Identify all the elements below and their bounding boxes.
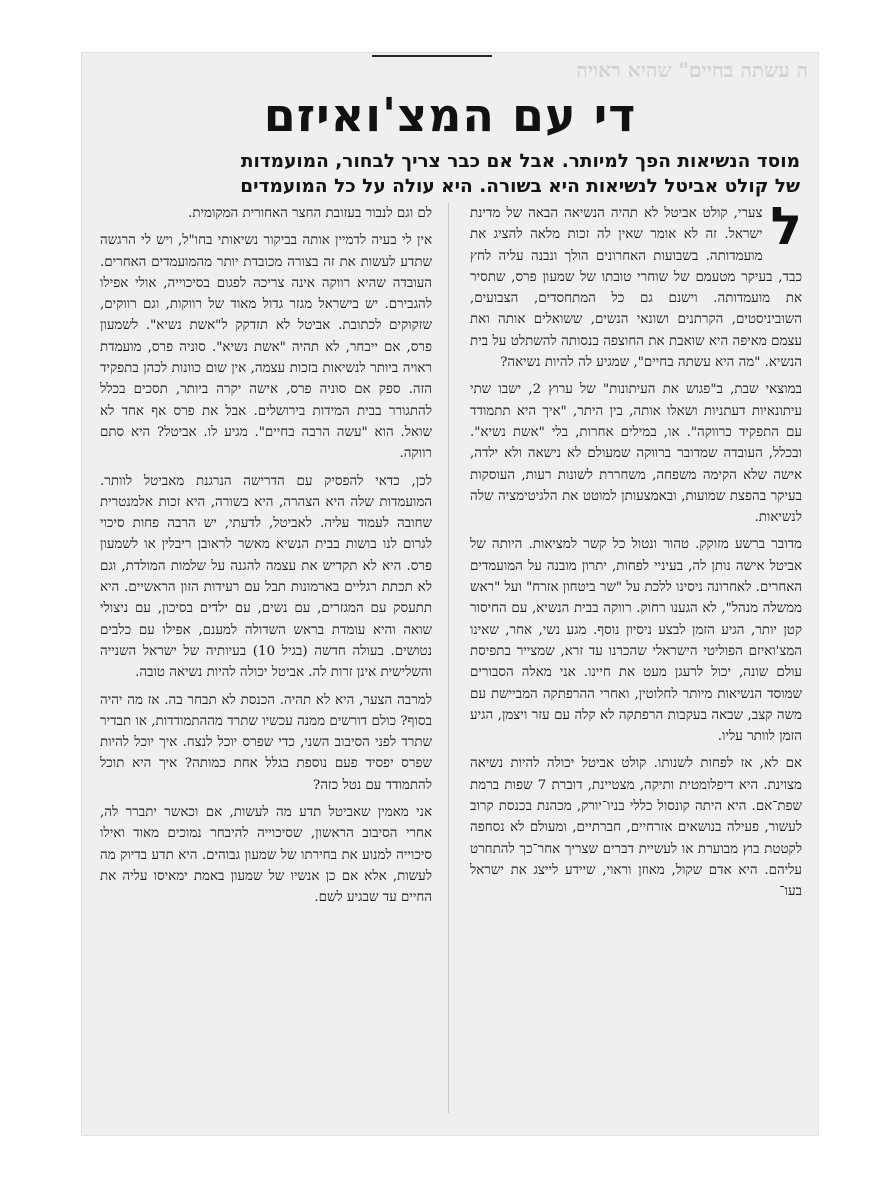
newspaper-clipping [82, 53, 818, 1135]
headline: די עם המצ'ואיזם [263, 88, 637, 142]
subheadline [96, 149, 800, 199]
article-paragraph: במוצאי שבת, ב"פגוש את העיתונות" של ערוץ 2, ישבו שתי עיתונאיות דעתניות ושאלו אותה, בין היתר, "איך היא תתמודד עם התפקיד כרווקה". או, במילים אחרות, בלי "אשת נשיא". ובכלל, העובדה שמדובר ברווקה שמעולם לא נישאה ולא ילדה, אישה שלא הקימה משפחה, משחררת לשונות רעות, העוסקות בעיקר בהפצת שמועות, ובאמצעותן למוטט את הלגיטימציה שלה לנשיאות. [470, 382, 802, 526]
column-divider [448, 203, 449, 1113]
article-paragraph: לם וגם לנבור בעזובת החצר האחורית המקומית. [188, 206, 432, 221]
article-column-left [100, 203, 432, 1123]
article-column-right [470, 203, 802, 1123]
subhead-line-1: מוסד הנשיאות הפך למיותר. אבל אם כבר צריך לבחור, המועמדות [240, 151, 800, 172]
bleed-through-text: ה עשתה בחיים" שהיא ראויה [576, 58, 808, 82]
article-paragraph: מדובר ברשע מזוקק. טהור ונטול כל קשר למציאות. היותה של אביטל אישה נותן לה, בעיניי לפחות, יתרון מובנה על המועמדים האחרים. לאחרונה ניסינו ללכת על "שר ביטחון אזרח" ועל "ראש ממשלה מנהל", לא הגענו רחוק. רווקה בבית הנשיא, עם החיסור קטן יותר, הגיע הזמן לבצע ניסיון נוסף. מגע נשי, אחר, שאינו המצ'ואיזם הפוליטי הישראלי שהכרנו עד זרא, שמצייר בתפיסת עולם שונה, יכול לרעגן מעט את חיינו. אני מאלה הסבורים שמוסד הנשיאות מיותר לחלוטין, ואחרי ההרפתקה המביישת עם משה קצב, שבאה בעקבות הרפתקה לא קלה עם עזר ויצמן, הגיע הזמן לוותר עליו. [470, 537, 802, 745]
subhead-line-2: של קולט אביטל לנשיאות היא בשורה. היא עולה על כל המועמדים [240, 176, 800, 197]
article-paragraph: אין לי בעיה לדמיין אותה בביקור נשיאותי בחו"ל, ויש לי הרגשה שתדע לעשות את זה בצורה מכובדת יותר מהמועמדים האחרים. העובדה שהיא רווקה אינה צריכה לפגום בסיכוייה, אולי אפילו להגבירם. יש בישראל מגזר גדול מאוד של רווקות, וגם רווקים, שזקוקים לכתובת. אביטל לא תזדקק ל"אשת נשיא". לשמעון פרס, אם ייבחר, לא תהיה "אשת נשיא". סוניה פרס, מועמדת ראויה ביותר לנשיאות בזכות עצמה, אין שום כוונות לכהן בתפקיד הזה. ספק אם סוניה פרס, אישה יקרה ביותר, תסכים בכלל להתגורר בבית המידות בירושלים. אבל את פרס אף אחד לא שואל. הוא "עשה הרבה בחיים". מגיע לו. אביטל? היא סתם רווקה. [100, 233, 432, 462]
article-paragraph: אם לא, אז לפחות לשנותו. קולט אביטל יכולה להיות נשיאה מצוינת. היא דיפלומטית ותיקה, מצטיינת, דוברת 7 שפות ברמת שפת־אם. היא היתה קונסול כללי בניו־יורק, מכהנת בכנסת קרוב לעשור, פעילה בנושאים אזרחיים, חברתיים, ומעולם לא נסחפה לקטטת בוץ מבוערת או לעשיית דברים שצריך אחר־כך להתחרט עליהם. היא אדם שקול, מאוזן וראוי, שיידע לייצג את ישראל בעו־ [470, 756, 802, 900]
drop-cap: ל [770, 203, 802, 257]
article-paragraph: צערי, קולט אביטל לא תהיה הנשיאה הבאה של מדינת ישראל. זה לא אומר שאין לה זכות מלאה להציג את מועמדותה. בשבועות האחרונים הולך ונבנה עליה לחץ כבד, בעיקר מטעמם של שוחרי טובתו של שמעון פרס, שתסיר את מועמדותה. וישנם גם כל המתחסדים, הצבועים, השוביניסטים, הקרתנים ושונאי הנשים, ששואלים אותה ואת עצמם מאיפה היא שואבת את החוצפה בנסותה להשתלט על בית הנשיא. "מה היא עשתה בחיים", שמגיע לה להיות נשיאה? [470, 206, 802, 371]
article-paragraph: למרבה הצער, היא לא תהיה. הכנסת לא תבחר בה. אז מה יהיה בסוף? כולם דורשים ממנה עכשיו שתרד מההתמודדות, או תבדיר שתרד לפני הסיבוב השני, כדי שפרס יוכל לנצח. איך יוכל להיות שפרס יפסיד פעם נוספת בגלל אחת כמותה? איך היא תוכל להתמודד עם נטל כזה? [100, 692, 432, 793]
article-paragraph: אני מאמין שאביטל תדע מה לעשות, אם וכאשר יתברר לה, אחרי הסיבוב הראשון, שסיכוייה להיבחר נמוכים מאוד ואילו סיכוייה למנוע את בחירתו של שמעון גבוהים. היא תדע בדיוק מה לעשות, אלא אם כן אנשיו של שמעון באמת ימאיסו עליה את החיים עד שבגיע לשם. [100, 805, 432, 906]
article-paragraph: לכן, כדאי להפסיק עם הדרישה הנרגנת מאביטל לוותר. המועמדות שלה היא הצהרה, היא בשורה, היא זכות אלמנטרית שחובה לעמוד עליה. לאביטל, לדעתי, יש הרבה פחות סיכוי לגרום לנו בושות בבית הנשיא מאשר לראובן ריבלין או לשמעון פרס. היא לא תקדיש את עצמה להגנה על שלמות המולדת, וגם לא תכתת רגליים בארמונות תבל עם רעידות הזון הראשיים. היא תתעסק עם המגזרים, עם נשים, עם ילדים בסיכון, עם ניצולי שואה והיא עומדת בראש השדולה למענם, אפילו עם כלבים נטושים. בעולה חדשה (בגיל 10) בעיותיה של ישראל השנייה והשלישית אינן זרות לה. אביטל יכולה להיות נשיאה טובה. [100, 473, 432, 681]
top-rule [372, 55, 492, 63]
